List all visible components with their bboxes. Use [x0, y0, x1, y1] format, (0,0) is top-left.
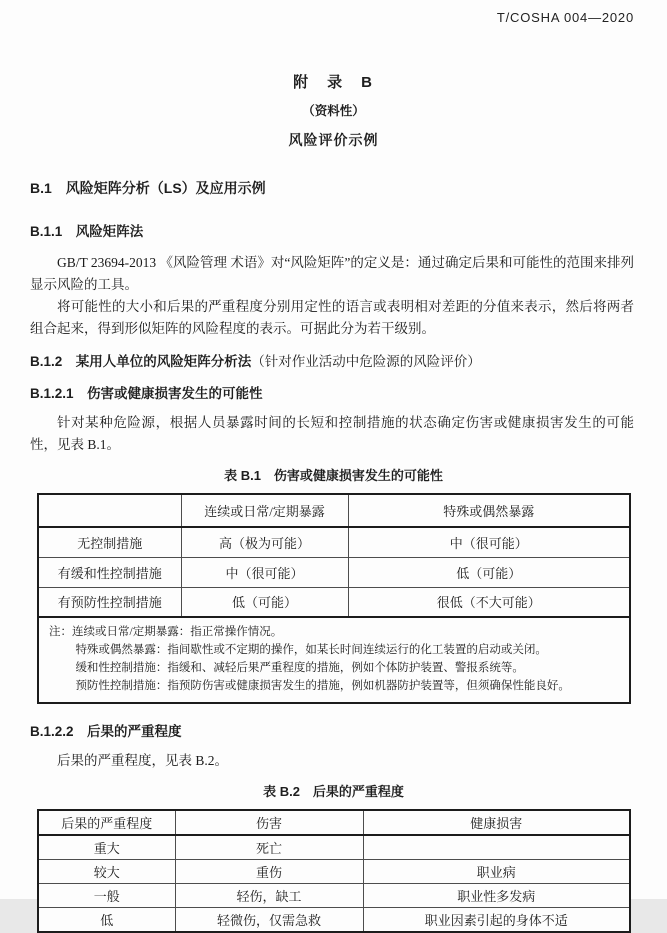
note-label: 注：	[49, 626, 72, 638]
heading-b121: B.1.2.1 伤害或健康损害发生的可能性	[30, 386, 263, 401]
table-b2-row	[38, 835, 630, 860]
table-b2-cell: 重大	[38, 835, 175, 860]
note-text: 连续或日常/定期暴露：指正常操作情况。	[72, 626, 283, 638]
note-line: 缓和性控制措施：指缓和、减轻后果严重程度的措施，例如个体防护装置、警报系统等。	[75, 662, 524, 674]
table-b2-cell: 一般	[38, 884, 175, 908]
table-b1-header-cell	[38, 494, 181, 527]
table-b1-cell: 高（极为可能）	[181, 527, 348, 557]
paragraph-b121-1: 针对某种危险源，根据人员暴露时间的长短和控制措施的状态确定伤害或健康损害发生的可能性，见表 B.1。	[30, 415, 634, 452]
table-b2-cell: 职业因素引起的身体不适	[363, 908, 630, 933]
appendix-kind: （资料性）	[302, 104, 365, 118]
table-b2-row	[38, 884, 630, 908]
table-b2-header-cell: 后果的严重程度	[38, 810, 175, 835]
table-b2-row	[38, 908, 630, 933]
table-b1-row	[38, 527, 630, 557]
heading-b1: B.1 风险矩阵分析（LS）及应用示例	[30, 180, 266, 196]
table-b2-cell: 轻伤，缺工	[175, 884, 363, 908]
doc-code: T/COSHA 004—2020	[496, 10, 634, 25]
table-b1-cell: 低（可能）	[181, 587, 348, 617]
table-b1-cell: 有预防性控制措施	[38, 587, 181, 617]
table-b1	[37, 493, 631, 704]
table-b1-cell: 中（很可能）	[181, 557, 348, 587]
table-b2-cell: 死亡	[175, 835, 363, 860]
note-line: 预防性控制措施：指预防伤害或健康损害发生的措施，例如机器防护装置等，但须确保性能良好。	[75, 680, 570, 692]
table-b2-caption: 表 B.2 后果的严重程度	[263, 784, 404, 799]
table-b1-note-cell	[38, 617, 630, 703]
table-b2-header-cell: 健康损害	[363, 810, 630, 835]
table-b1-row	[38, 587, 630, 617]
table-b1-cell: 无控制措施	[38, 527, 181, 557]
note-line: 特殊或偶然暴露：指间歇性或不定期的操作，如某长时间连续运行的化工装置的启动或关闭。	[75, 644, 547, 656]
appendix-label: 附 录 B	[293, 74, 374, 91]
table-b1-cell: 有缓和性控制措施	[38, 557, 181, 587]
table-b1-row	[38, 557, 630, 587]
table-b1-note-row	[38, 617, 630, 703]
heading-b11: B.1.1 风险矩阵法	[30, 224, 144, 239]
heading-b12-bold: B.1.2 某用人单位的风险矩阵分析法	[30, 354, 252, 369]
note-line	[49, 623, 619, 641]
heading-b122: B.1.2.2 后果的严重程度	[30, 724, 182, 739]
paragraph-b122-1: 后果的严重程度，见表 B.2。	[57, 753, 229, 768]
table-b2-cell: 重伤	[175, 860, 363, 884]
table-b2-header-row	[38, 810, 630, 835]
table-b2-cell: 低	[38, 908, 175, 933]
table-b2-cell	[363, 835, 630, 860]
table-b1-cell: 很低（不大可能）	[348, 587, 630, 617]
table-b2-cell: 较大	[38, 860, 175, 884]
appendix-name: 风险评价示例	[288, 132, 379, 148]
table-b1-header-cell: 连续或日常/定期暴露	[181, 494, 348, 527]
paragraph-b11-1: GB/T 23694-2013 《风险管理 术语》对“风险矩阵”的定义是：通过确定后果和可能性的范围来排列显示风险的工具。	[30, 255, 634, 292]
table-b1-caption: 表 B.1 伤害或健康损害发生的可能性	[224, 468, 443, 483]
table-b2-cell: 轻微伤，仅需急救	[175, 908, 363, 933]
table-b1-cell: 中（很可能）	[348, 527, 630, 557]
appendix-title-block	[0, 71, 667, 150]
table-b1-cell: 低（可能）	[348, 557, 630, 587]
table-b1-notes	[49, 623, 619, 695]
table-b2-cell: 职业病	[363, 860, 630, 884]
table-b2-row	[38, 860, 630, 884]
table-b1-header-cell: 特殊或偶然暴露	[348, 494, 630, 527]
heading-b12-normal: （针对作业活动中危险源的风险评价）	[251, 354, 481, 369]
table-b2-cell: 职业性多发病	[363, 884, 630, 908]
heading-b12	[30, 350, 635, 370]
table-b2-header-cell: 伤害	[175, 810, 363, 835]
paragraph-b11-2: 将可能性的大小和后果的严重程度分别用定性的语言或表明相对差距的分值来表示，然后将两者组合起来，得到形似矩阵的风险程度的表示。可据此分为若干级别。	[30, 299, 634, 336]
table-b1-header-row	[38, 494, 630, 527]
table-b2	[37, 809, 631, 933]
